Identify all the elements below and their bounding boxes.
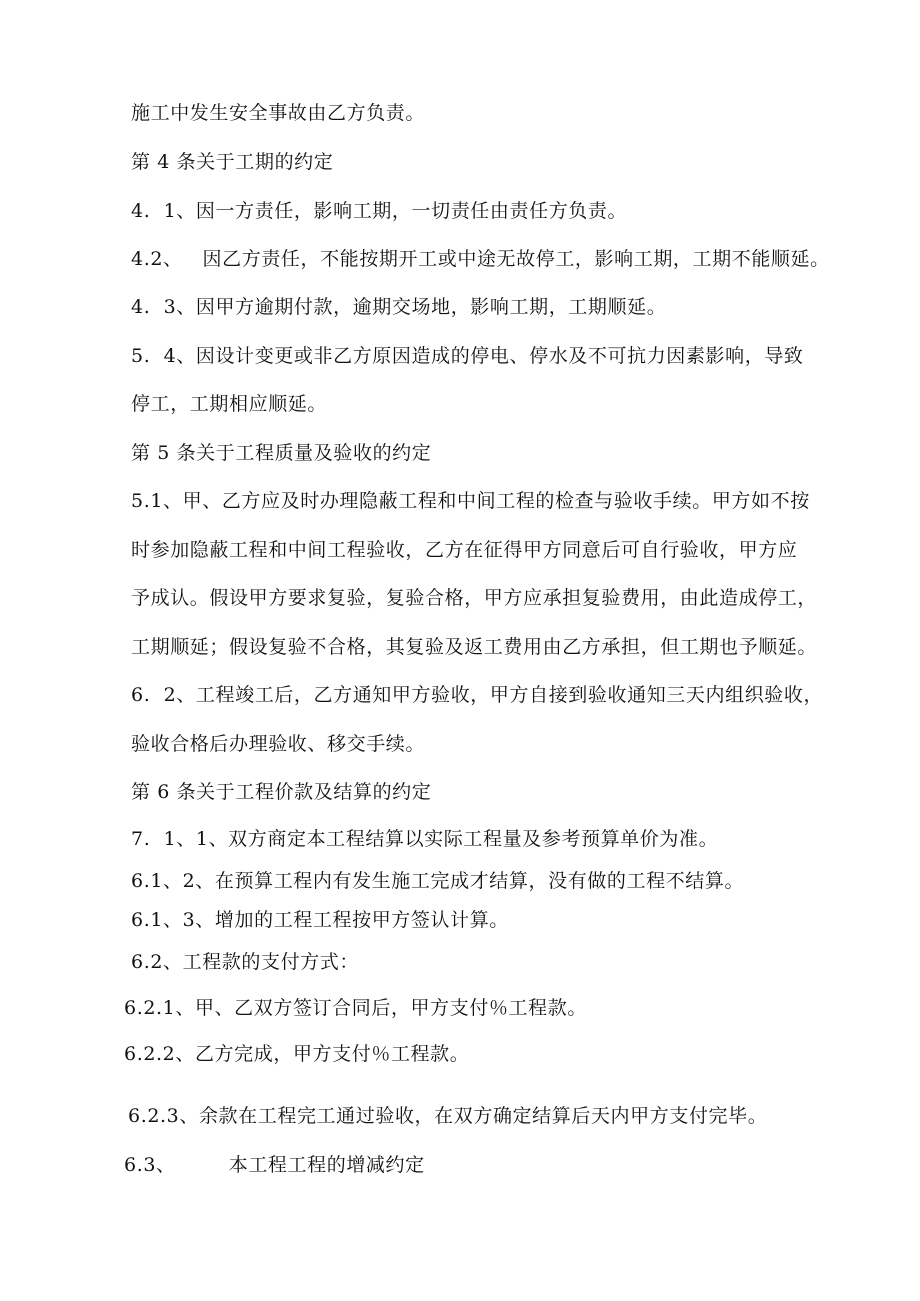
text-line: 6.2、工程款的支付方式： bbox=[131, 951, 360, 973]
section-heading: 第 6 条关于工程价款及结算的约定 bbox=[131, 781, 432, 803]
text-line: 6. 2、工程竣工后，乙方通知甲方验收，甲方自接到验收通知三天内组织验收， bbox=[131, 684, 824, 706]
text-line: 4. 1、因一方责任，影响工期，一切责任由责任方负责。 bbox=[131, 200, 628, 222]
section-heading: 第 5 条关于工程质量及验收的约定 bbox=[131, 442, 432, 464]
text-line: 验收合格后办理验收、移交手续。 bbox=[131, 733, 426, 755]
text-line: 6.2.3、余款在工程完工通过验收，在双方确定结算后天内甲方支付完毕。 bbox=[128, 1105, 768, 1127]
text-line: 4. 3、因甲方逾期付款，逾期交场地，影响工期，工期顺延。 bbox=[131, 296, 667, 318]
text-line: 7. 1、1、双方商定本工程结算以实际工程量及参考预算单价为准。 bbox=[131, 828, 719, 850]
text-line: 5. 4、因设计变更或非乙方原因造成的停电、停水及不可抗力因素影响，导致 bbox=[131, 345, 804, 367]
text-line: 5.1、甲、乙方应及时办理隐蔽工程和中间工程的检查与验收手续。甲方如不按 bbox=[131, 490, 810, 512]
text-line: 施工中发生安全事故由乙方负责。 bbox=[131, 102, 426, 124]
text-line: 6.3、 本工程工程的增减约定 bbox=[124, 1154, 425, 1176]
text-line: 予成认。假设甲方要求复验，复验合格，甲方应承担复验费用，由此造成停工， bbox=[131, 587, 818, 609]
text-line: 6.1、2、在预算工程内有发生施工完成才结算，没有做的工程不结算。 bbox=[131, 870, 745, 892]
text-line: 工期顺延；假设复验不合格，其复验及返工费用由乙方承担，但工期也予顺延。 bbox=[131, 636, 818, 658]
text-line: 6.2.1、甲、乙双方签订合同后，甲方支付％工程款。 bbox=[124, 997, 587, 1019]
text-line: 6.1、3、增加的工程工程按甲方签认计算。 bbox=[131, 909, 509, 931]
text-line: 时参加隐蔽工程和中间工程验收，乙方在征得甲方同意后可自行验收，甲方应 bbox=[131, 539, 798, 561]
text-line: 停工，工期相应顺延。 bbox=[131, 393, 328, 415]
section-heading: 第 4 条关于工期的约定 bbox=[131, 151, 334, 173]
text-line: 6.2.2、乙方完成，甲方支付％工程款。 bbox=[124, 1043, 470, 1065]
text-line: 4.2、 因乙方责任，不能按期开工或中途无故停工，影响工期，工期不能顺延。 bbox=[131, 248, 830, 270]
